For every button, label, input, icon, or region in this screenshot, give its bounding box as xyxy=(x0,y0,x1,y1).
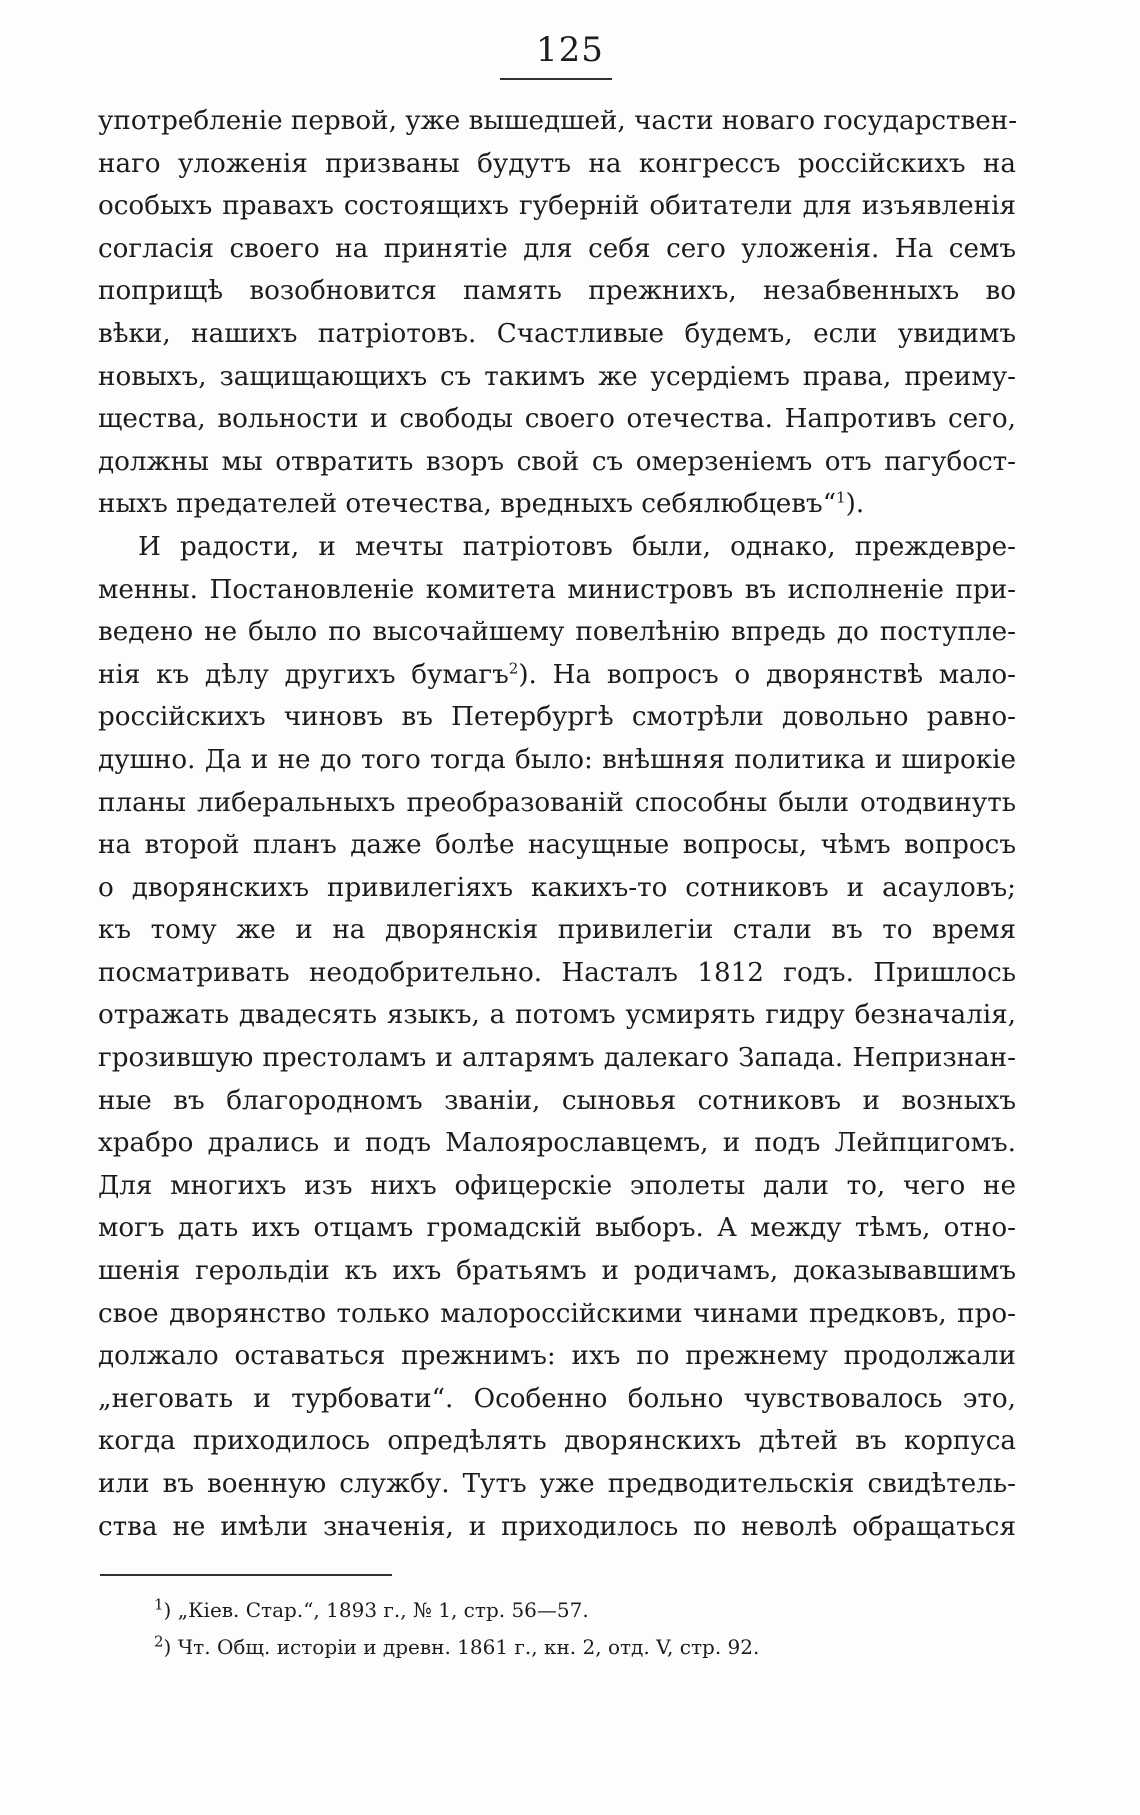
text-line: храбро дрались и подъ Малоярославцемъ, и подъ Лейпцигомъ. xyxy=(98,1128,1016,1159)
text-line: россійскихъ чиновъ въ Петербургѣ смотрѣли довольно равно- xyxy=(98,702,1016,733)
footnote-text: ) „Кіев. Стар.“, 1893 г., № 1, стр. 56—57. xyxy=(163,1598,589,1622)
text-line: щества, вольности и свободы своего отечества. Напротивъ сего, xyxy=(98,404,1016,435)
text-line: должны мы отвратить взоръ свой съ омерзеніемъ отъ пагубост- xyxy=(98,446,1016,477)
text-line: когда приходилось опредѣлять дворянскихъ дѣтей въ корпуса xyxy=(98,1426,1016,1457)
text-segment: ). xyxy=(845,489,865,520)
page-number-rule xyxy=(500,78,612,80)
text-line: душно. Да и не до того тогда было: внѣшняя политика и широкіе xyxy=(98,744,1016,775)
text-line: „неговать и турбовати“. Особенно больно чувствовалось это, xyxy=(98,1383,1016,1414)
text-line: новыхъ, защищающихъ съ такимъ же усердіемъ права, преиму- xyxy=(98,361,1016,392)
text-line: ства не имѣли значенія, и приходилось по неволѣ обращаться xyxy=(98,1511,1016,1542)
text-segment: ). На вопросъ о дворянствѣ мало- xyxy=(518,659,1016,690)
page-number: 125 xyxy=(536,30,604,70)
text-line: И радости, и мечты патріотовъ были, однако, преждевре- xyxy=(138,531,1016,562)
text-line: менны. Постановленіе комитета министровъ въ исполненіе при- xyxy=(98,574,1016,605)
text-line: или въ военную службу. Тутъ уже предводительскія свидѣтель- xyxy=(98,1469,1016,1499)
text-segment: ныхъ предателей отечества, вредныхъ себялюбцевъ“ xyxy=(98,489,837,520)
footnote-marker: 1 xyxy=(154,1595,164,1614)
footnote-2 xyxy=(154,1629,954,1666)
text-line: ные въ благородномъ званіи, сыновья сотниковъ и возныхъ xyxy=(98,1085,1016,1116)
text-line: употребленіе первой, уже вышедшей, части новаго государствен- xyxy=(98,106,1018,136)
footnote-separator xyxy=(100,1574,392,1576)
body-text xyxy=(98,100,1016,1548)
text-line: должало оставаться прежнимъ: ихъ по прежнему продолжали xyxy=(98,1341,1016,1372)
paragraph-2 xyxy=(98,526,1016,1548)
text-line: посматривать неодобрительно. Насталъ 1812 годъ. Пришлось xyxy=(98,957,1016,988)
footnote-reference[interactable]: 2 xyxy=(508,658,519,677)
text-line: могъ дать ихъ отцамъ громадскій выборъ. А между тѣмъ, отно- xyxy=(98,1213,1016,1244)
footnote-text: ) Чт. Общ. исторіи и древн. 1861 г., кн. 2, отд. V, стр. 92. xyxy=(163,1635,760,1659)
text-segment: нія къ дѣлу другихъ бумагъ xyxy=(98,659,509,690)
text-line: поприщѣ возобновится память прежнихъ, незабвенныхъ во xyxy=(98,276,1016,307)
footnote-reference[interactable]: 1 xyxy=(836,488,846,507)
text-line: отражать двадесять языкъ, а потомъ усмирять гидру безначалія, xyxy=(98,1000,1016,1031)
text-line xyxy=(98,654,1016,697)
text-line: вѣки, нашихъ патріотовъ. Счастливые будемъ, если увидимъ xyxy=(98,318,1016,349)
text-line: согласія своего на принятіе для себя сего уложенія. На семъ xyxy=(98,233,1016,264)
text-line: наго уложенія призваны будутъ на конгрессъ россійскихъ на xyxy=(98,148,1016,179)
text-line: о дворянскихъ привилегіяхъ какихъ-то сотниковъ и асауловъ; xyxy=(98,872,1016,903)
text-line: на второй планъ даже болѣе насущные вопросы, чѣмъ вопросъ xyxy=(98,830,1016,861)
text-line: къ тому же и на дворянскія привилегіи стали въ то время xyxy=(98,915,1016,946)
paragraph-1 xyxy=(98,100,1016,526)
text-line: особыхъ правахъ состоящихъ губерній обитатели для изъявленія xyxy=(98,191,1016,222)
text-line: свое дворянство только малороссійскими чинами предковъ, про- xyxy=(98,1298,1016,1329)
text-line: планы либеральныхъ преобразованій способны были отодвинуть xyxy=(98,787,1016,818)
text-line: ведено не было по высочайшему повелѣнію впредь до поступле- xyxy=(98,617,1016,648)
text-line: грозившую престоламъ и алтарямъ далекаго Запада. Непризнан- xyxy=(98,1043,1016,1074)
footnote-marker: 2 xyxy=(154,1632,164,1651)
footnotes xyxy=(154,1592,954,1666)
text-line: Для многихъ изъ нихъ офицерскіе эполеты дали то, чего не xyxy=(98,1170,1016,1201)
text-line: шенія герольдіи къ ихъ братьямъ и родичамъ, доказывавшимъ xyxy=(98,1256,1016,1287)
text-line xyxy=(98,483,1016,526)
footnote-1 xyxy=(154,1592,954,1629)
